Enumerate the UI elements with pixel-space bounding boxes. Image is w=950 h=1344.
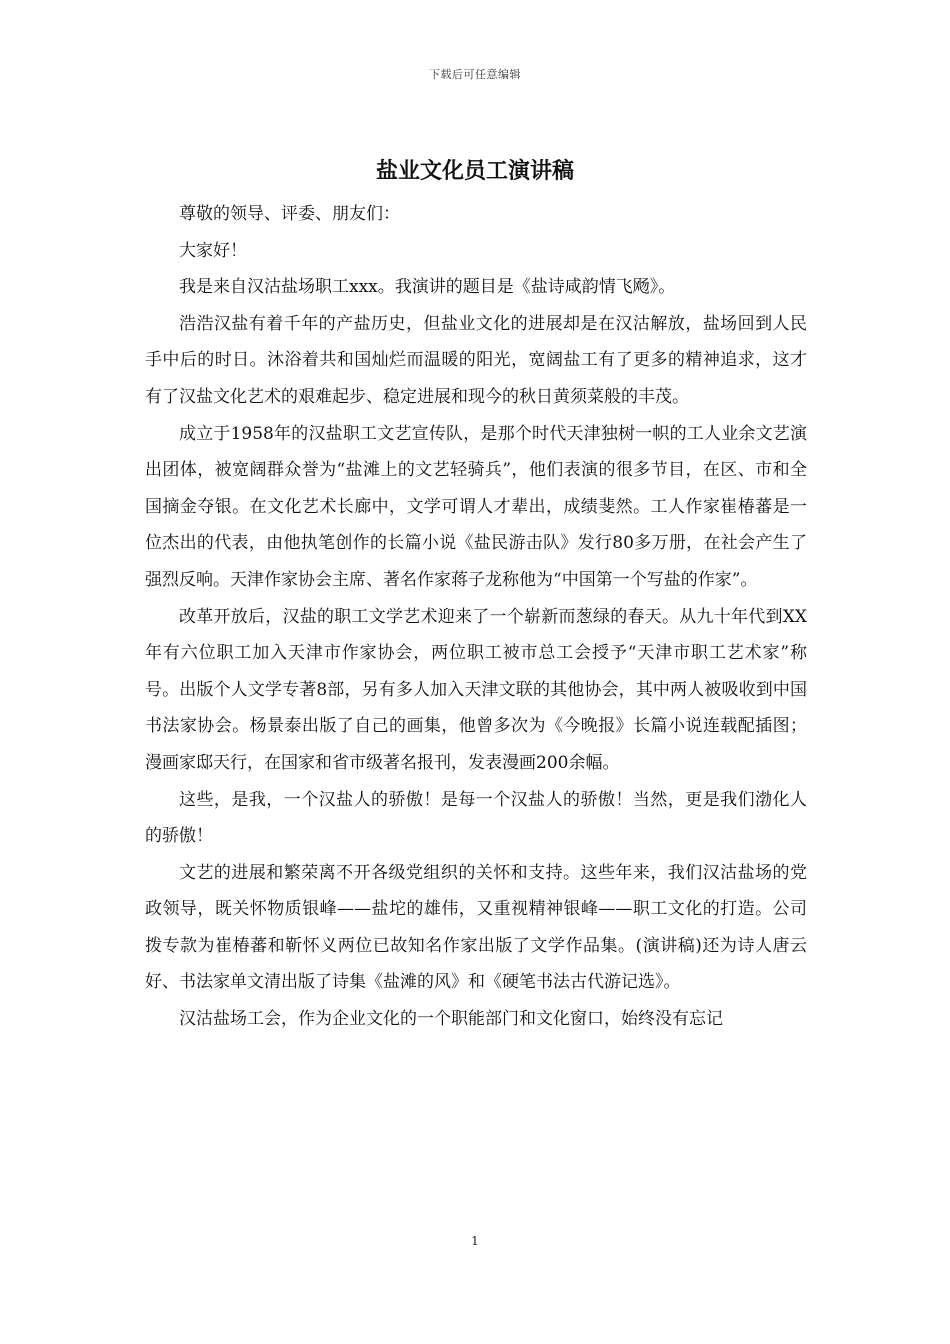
paragraph-union: 汉沽盐场工会，作为企业文化的一个职能部门和文化窗口，始终没有忘记	[179, 1009, 723, 1030]
document-title: 盐业文化员工演讲稿	[375, 158, 574, 184]
paragraph-salutation: 尊敬的领导、评委、朋友们：	[179, 204, 400, 224]
paragraph-art-troupe: 成立于1958年的汉盐职工文艺宣传队，是那个时代天津独树一帜的工人业余文艺演出团体，被宽阔群众誉为“盐滩上的文艺轻骑兵”，他们表演的很多节目，在区、市和全国摘金夺银。在文化艺术长廊中，文学可谓人才辈出，成绩斐然。工人作家崔椿蕃是一位杰出的代表，由他执笔创作的长篇小说《盐民游击队》发行80多万册，在社会产生了强烈反响。天津作家协会主席、著名作家蒋子龙称他为“中国第一个写盐的作家”。	[145, 423, 807, 590]
paragraph-support: 文艺的进展和繁荣离不开各级党组织的关怀和支持。这些年来，我们汉沽盐场的党政领导，既关怀物质银峰——盐坨的雄伟，又重视精神银峰——职工文化的打造。公司拨专款为崔椿蕃和靳怀义两位已故知名作家出版了文学作品集。(演讲稿)还为诗人唐云好、书法家单文清出版了诗集《盐滩的风》和《硬笔书法古代游记选》。	[145, 862, 807, 993]
page-number: 1	[471, 1234, 479, 1248]
paragraph-pride: 这些，是我，一个汉盐人的骄傲！是每一个汉盐人的骄傲！当然，更是我们渤化人的骄傲！	[145, 789, 807, 847]
document-body	[145, 196, 807, 1038]
paragraph-introduction: 我是来自汉沽盐场职工xxx。我演讲的题目是《盐诗咸韵情飞飏》。	[179, 277, 676, 298]
page-header-note: 下载后可任意编辑	[429, 68, 521, 81]
paragraph-reform: 改革开放后，汉盐的职工文学艺术迎来了一个崭新而葱绿的春天。从九十年代到XX年有六位职工加入天津市作家协会，两位职工被市总工会授予“天津市职工艺术家”称号。出版个人文学专著8部，另有多人加入天津文联的其他协会，其中两人被吸收到中国书法家协会。杨景泰出版了自己的画集，他曾多次为《今晚报》长篇小说连载配插图；漫画家邸天行，在国家和省市级著名报刊，发表漫画200余幅。	[145, 606, 807, 773]
paragraph-history: 浩浩汉盐有着千年的产盐历史，但盐业文化的进展却是在汉沽解放，盐场回到人民手中后的时日。沐浴着共和国灿烂而温暖的阳光，宽阔盐工有了更多的精神追求，这才有了汉盐文化艺术的艰难起步、稳定进展和现今的秋日黄须菜般的丰茂。	[145, 313, 807, 407]
paragraph-greeting: 大家好！	[179, 240, 247, 261]
